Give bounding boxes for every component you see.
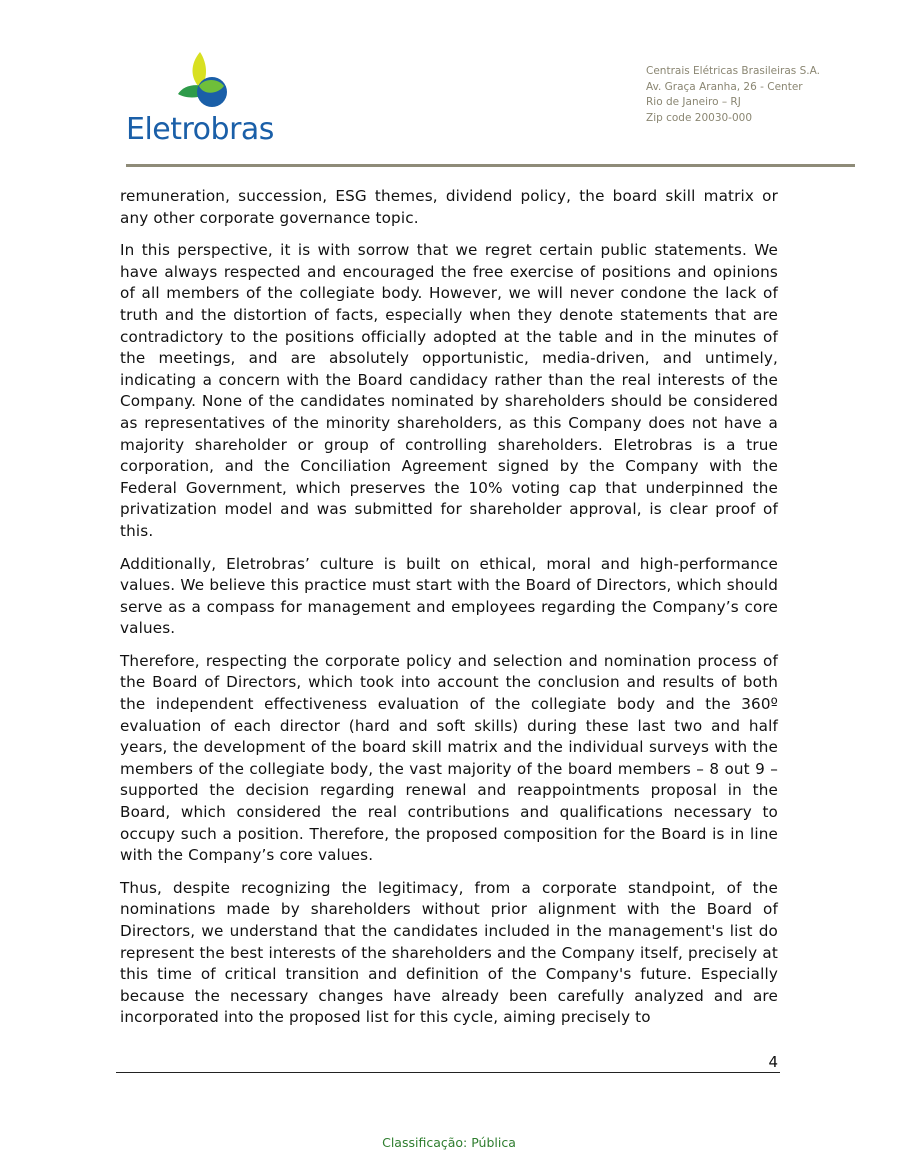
document-body bbox=[120, 186, 778, 1040]
paragraph: remuneration, succession, ESG themes, dividend policy, the board skill matrix or any other corporate governance topic. bbox=[120, 187, 778, 227]
address-line: Av. Graça Aranha, 26 - Center bbox=[646, 80, 803, 93]
paragraph: In this perspective, it is with sorrow that we regret certain public statements. We have always respected and encouraged the free exercise of positions and opinions of all members of the collegiate body. However, we will never condone the lack of truth and the distortion of facts, especially when they denote statements that are contradictory to the positions officially adopted at the table and in the minutes of the meetings, and are absolutely opportunistic, media-driven, and untimely, indicating a concern with the Board candidacy rather than the real interests of the Company. None of the candidates nominated by shareholders should be considered as representatives of the minority shareholders, as this Company does not have a majority shareholder or group of controlling shareholders. Eletrobras is a true corporation, and the Conciliation Agreement signed by the Company with the Federal Government, which preserves the 10% voting cap that underpinned the privatization model and was submitted for shareholder approval, is clear proof of this. bbox=[120, 241, 778, 540]
company-address bbox=[646, 64, 820, 126]
address-line: Centrais Elétricas Brasileiras S.A. bbox=[646, 65, 820, 77]
leaf-logo-icon bbox=[174, 50, 234, 112]
address-line: Rio de Janeiro – RJ bbox=[646, 96, 741, 108]
paragraph: Therefore, respecting the corporate policy and selection and nomination process of the Board of Directors, which took into account the conclusion and results of both the independent effectiveness evaluation of the collegiate body and the 360º evaluation of each director (hard and soft skills) during these last two and half years, the development of the board skill matrix and the individual surveys with the members of the collegiate body, the vast majority of the board members – 8 out 9 – supported the decision regarding renewal and reappointments proposal in the Board, which considered the real contributions and qualifications necessary to occupy such a position. Therefore, the proposed composition for the Board is in line with the Company’s core values. bbox=[120, 651, 778, 865]
classification-label: Classificação: Pública bbox=[382, 1135, 516, 1150]
logo-wordmark: Eletrobras bbox=[126, 112, 274, 147]
eletrobras-logo bbox=[126, 50, 296, 150]
page-number: 4 bbox=[768, 1053, 778, 1071]
header-divider bbox=[126, 164, 855, 167]
footer-divider bbox=[116, 1072, 780, 1073]
paragraph: Thus, despite recognizing the legitimacy, from a corporate standpoint, of the nominations made by shareholders without prior alignment with the Board of Directors, we understand that the candidates included in the management's list do represent the best interests of the shareholders and the Company itself, precisely at this time of critical transition and definition of the Company's future. Especially because the necessary changes have already been carefully analyzed and are incorporated into the proposed list for this cycle, aiming precisely to bbox=[120, 878, 778, 1027]
paragraph: Additionally, Eletrobras’ culture is built on ethical, moral and high-performance values. We believe this practice must start with the Board of Directors, which should serve as a compass for management and employees regarding the Company’s core values. bbox=[120, 554, 778, 638]
address-line: Zip code 20030-000 bbox=[646, 111, 753, 124]
